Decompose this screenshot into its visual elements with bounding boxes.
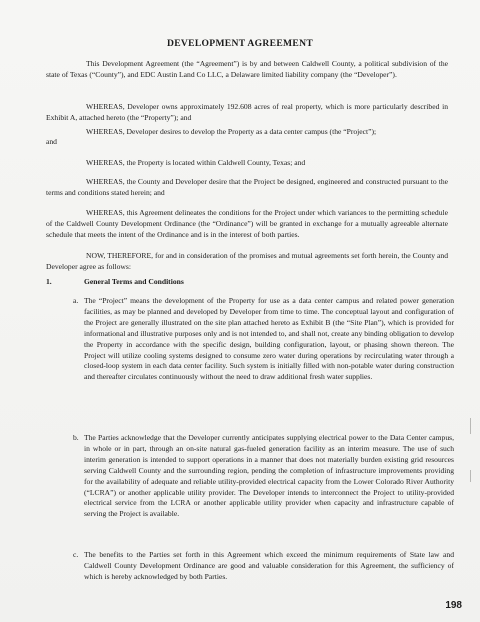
- document-title: DEVELOPMENT AGREEMENT: [166, 38, 314, 49]
- item-c: [73, 550, 454, 583]
- section-title: General Terms and Conditions: [84, 277, 184, 286]
- and-label: and: [46, 137, 57, 146]
- item-c-letter: c.: [73, 550, 79, 559]
- now-therefore-paragraph: NOW, THEREFORE, for and in consideration of the promises and mutual agreements set forth herein, the County and Developer agree as follows:: [46, 251, 448, 271]
- intro-paragraph: This Development Agreement (the “Agreement”) is by and between Caldwell County, a political subdivision of the state of Texas (“County”), and EDC Austin Land Co LLC, a Delaware limited liability company (the “Developer”).: [46, 59, 448, 79]
- whereas-design-paragraph: WHEREAS, the County and Developer desire that the Project be designed, engineered and constructed pursuant to the terms and conditions stated herein; and: [46, 177, 448, 197]
- section-number: 1.: [46, 277, 52, 286]
- item-b-text: The Parties acknowledge that the Developer currently anticipates supplying electrical power to the Data Center campus, in whole or in part, through an on-site natural gas-fueled generation facility as an interim measure. The use of such interim generation is intended to support operations in a manner that does not materially burden existing grid resources serving Caldwell County and the surrounding region, pending the completion of infrastructure improvements providing for the availability of adequate and reliable utility-provided electrical capacity from the Lower Colorado River Authority (“LCRA”) or another applicable utility provider. The Developer intends to interconnect the Project to utility-provided electrical service from the LCRA or another applicable utility provider when capacity and infrastructure capable of serving the Project is available.: [84, 433, 454, 519]
- whereas-project-paragraph: WHEREAS, Developer desires to develop the Property as a data center campus (the “Project”);: [86, 127, 377, 136]
- item-c-text: The benefits to the Parties set forth in this Agreement which exceed the minimum requirements of State law and Caldwell County Development Ordinance are good and valuable consideration for this Agreement, the sufficiency of which is hereby acknowledged by both Parties.: [84, 550, 454, 581]
- page-number: 198: [445, 600, 462, 611]
- whereas-conditions-paragraph: WHEREAS, this Agreement delineates the conditions for the Project under which variances to the permitting schedule of the Caldwell County Development Ordinance (the “Ordinance”) will be granted in exchange for a mutually agreeable alternate schedule that meets the intent of the Ordinance and is in the interest of both parties.: [46, 208, 448, 239]
- item-b: [73, 433, 454, 520]
- whereas-property-paragraph: WHEREAS, Developer owns approximately 192.608 acres of real property, which is more particularly described in Exhibit A, attached hereto (the “Property”); and: [46, 102, 448, 122]
- scan-edge-mark: [470, 418, 471, 434]
- scan-edge-mark: [470, 470, 471, 482]
- item-a-text: The “Project” means the development of the Property for use as a data center campus and related power generation facilities, as may be planned and developed by Developer from time to time. The conceptual layout and configuration of the Project are generally illustrated on the site plan attached hereto as Exhibit B (the “Site Plan”), which is provided for informational and illustrative purposes only and is not intended to, and shall not, create any binding obligation to develop the Property in accordance with the specific design, building configuration, layout, or phasing shown thereon. The Project will utilize cooling systems designed to consume zero water during operations by recirculating water through a closed-loop system in each data center facility. Such system is initially filled with non-potable water during construction and thereafter circulates continuously without the need to draw additional fresh water supplies.: [84, 296, 454, 382]
- item-a-letter: a.: [73, 296, 79, 305]
- item-b-letter: b.: [73, 433, 79, 442]
- item-a: [73, 296, 454, 383]
- whereas-location-paragraph: WHEREAS, the Property is located within Caldwell County, Texas; and: [86, 158, 306, 167]
- section-heading: [46, 277, 184, 286]
